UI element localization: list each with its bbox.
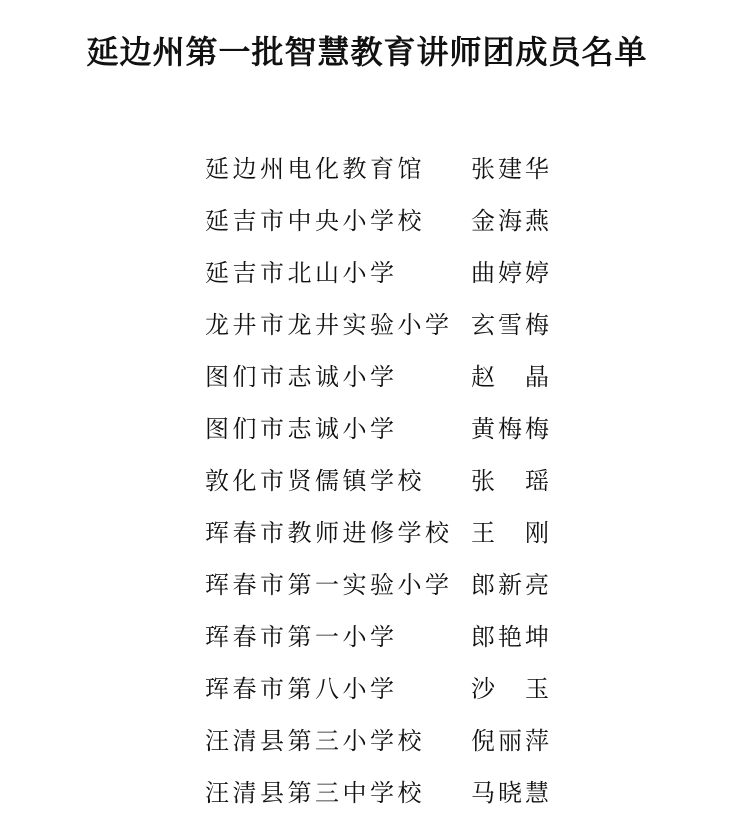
member-row [205,660,605,712]
member-name: 赵 晶 [471,362,552,391]
member-row [205,556,605,608]
member-school: 珲春市教师进修学校 [205,518,453,547]
member-row [205,608,605,660]
member-school: 延吉市北山小学 [205,258,398,287]
member-row [205,452,605,504]
member-row [205,400,605,452]
member-school: 图们市志诚小学 [205,362,398,391]
member-name: 马晓慧 [471,778,552,807]
member-school: 珲春市第一实验小学 [205,570,453,599]
member-school: 敦化市贤儒镇学校 [205,466,425,495]
member-row [205,764,605,816]
member-name: 张 瑶 [471,466,552,495]
member-row [205,504,605,556]
member-name: 王 刚 [471,518,552,547]
member-school: 珲春市第一小学 [205,622,398,651]
member-name: 玄雪梅 [471,310,552,339]
member-name: 曲婷婷 [471,258,552,287]
member-school: 延吉市中央小学校 [205,206,425,235]
member-school: 汪清县第三中学校 [205,778,425,807]
member-name: 沙 玉 [471,674,552,703]
member-name: 郎新亮 [471,570,552,599]
member-school: 龙井市龙井实验小学 [205,310,453,339]
member-school: 延边州电化教育馆 [205,154,425,183]
member-name: 郎艳坤 [471,622,552,651]
member-school: 珲春市第八小学 [205,674,398,703]
member-name: 黄梅梅 [471,414,552,443]
member-school: 汪清县第三小学校 [205,726,425,755]
member-row [205,140,605,192]
member-name: 倪丽萍 [471,726,552,755]
member-school: 图们市志诚小学 [205,414,398,443]
member-row [205,296,605,348]
page-title: 延边州第一批智慧教育讲师团成员名单 [86,33,648,71]
member-name: 金海燕 [471,206,552,235]
member-name: 张建华 [471,154,552,183]
member-row [205,244,605,296]
member-list [205,140,605,816]
member-row [205,712,605,764]
member-row [205,192,605,244]
member-row [205,348,605,400]
